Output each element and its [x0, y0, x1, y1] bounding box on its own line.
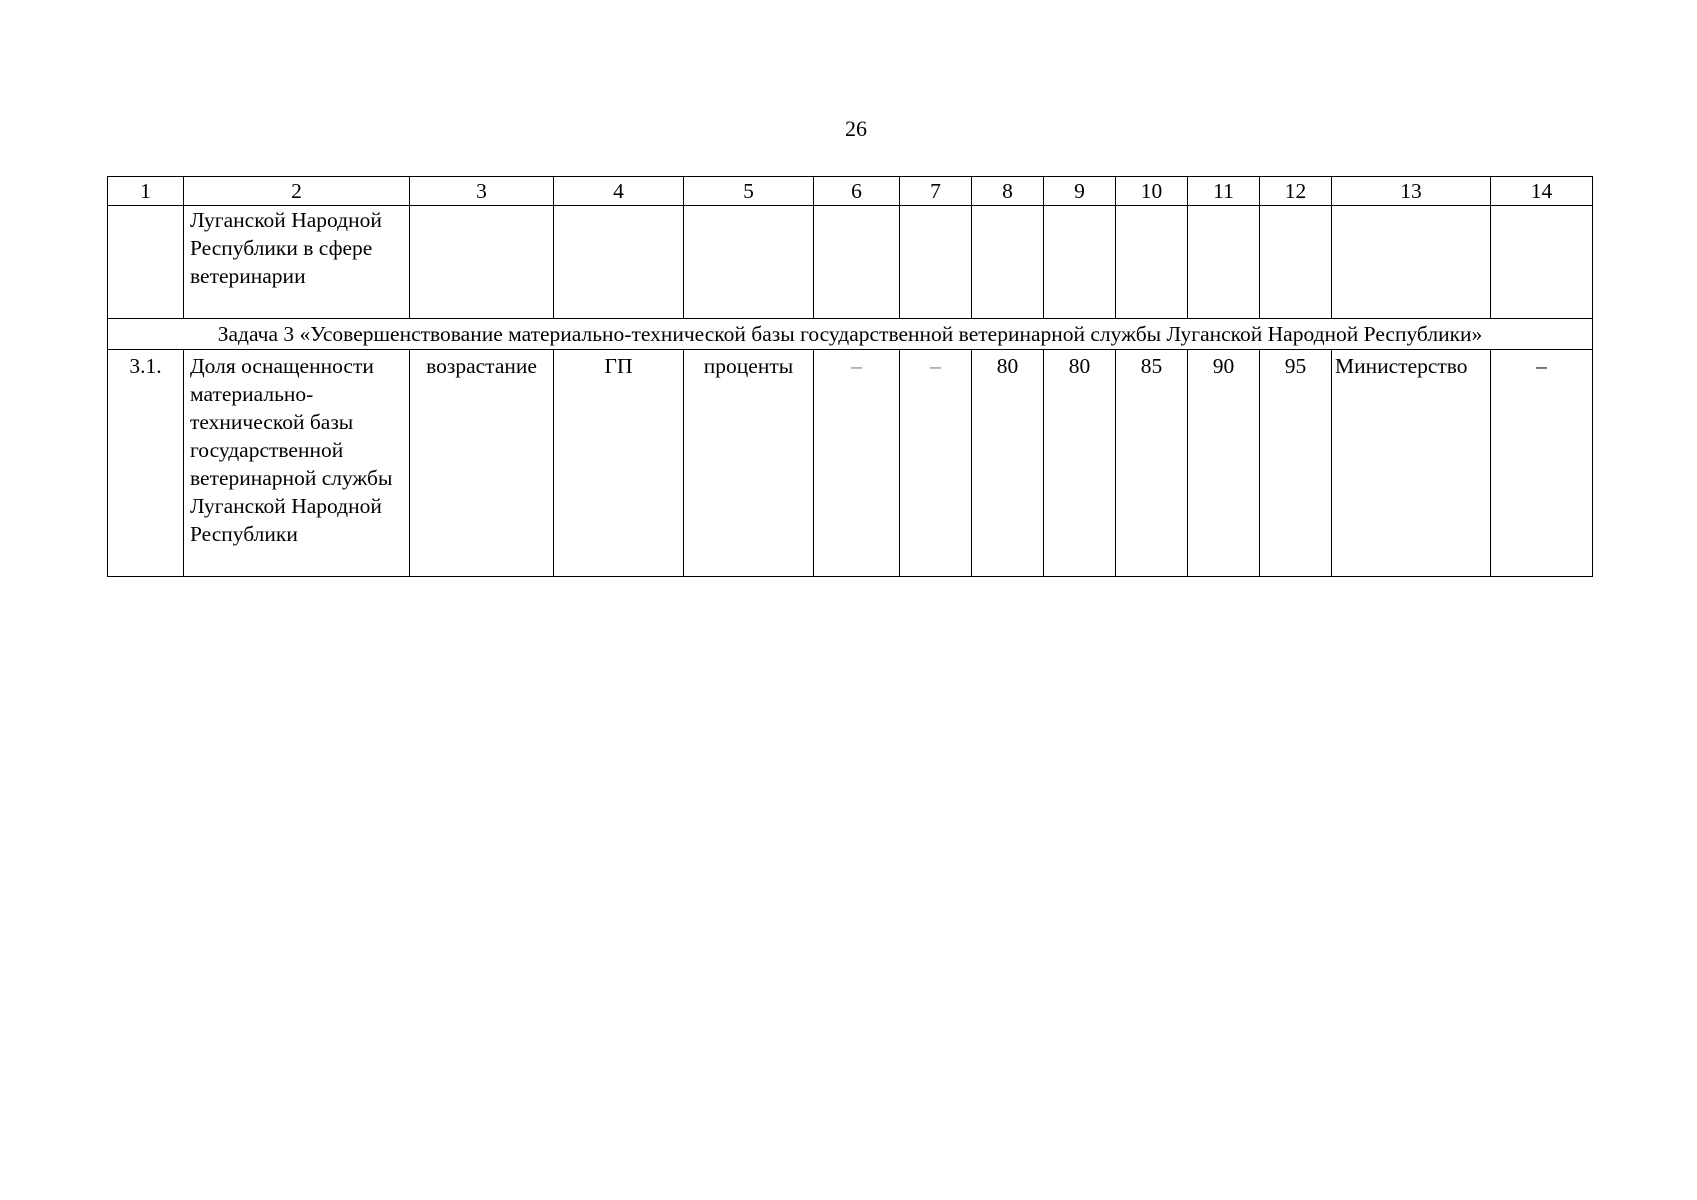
- value-cell: –: [814, 350, 900, 577]
- table-cell: [1044, 206, 1116, 319]
- table-cell: [900, 206, 972, 319]
- header-cell: 6: [814, 177, 900, 206]
- header-row: [108, 177, 1593, 206]
- table-cell: [1188, 206, 1260, 319]
- value-cell: 90: [1188, 350, 1260, 577]
- value-cell: 95: [1260, 350, 1332, 577]
- table-cell: [1116, 206, 1188, 319]
- header-cell: 12: [1260, 177, 1332, 206]
- header-cell: 8: [972, 177, 1044, 206]
- header-cell: 4: [554, 177, 684, 206]
- value-cell: 80: [1044, 350, 1116, 577]
- note-cell: –: [1491, 350, 1593, 577]
- table-cell: [684, 206, 814, 319]
- header-cell: 10: [1116, 177, 1188, 206]
- table-cell: [972, 206, 1044, 319]
- source-cell: ГП: [554, 350, 684, 577]
- responsible-cell: Министерство: [1332, 350, 1491, 577]
- header-cell: 14: [1491, 177, 1593, 206]
- indicator-number: 3.1.: [108, 350, 184, 577]
- value-cell: –: [900, 350, 972, 577]
- value-cell: 85: [1116, 350, 1188, 577]
- header-cell: 5: [684, 177, 814, 206]
- header-cell: 1: [108, 177, 184, 206]
- page-number: 26: [845, 116, 867, 141]
- header-cell: 13: [1332, 177, 1491, 206]
- indicators-table: [107, 176, 1593, 577]
- header-cell: 11: [1188, 177, 1260, 206]
- continuation-row: [108, 206, 1593, 319]
- table-cell: [108, 206, 184, 319]
- header-cell: 9: [1044, 177, 1116, 206]
- unit-cell: проценты: [684, 350, 814, 577]
- header-cell: 3: [410, 177, 554, 206]
- table-row: [108, 350, 1593, 577]
- table-cell: [410, 206, 554, 319]
- task-row: [108, 319, 1593, 350]
- indicator-name: Доля оснащенности материально-технической базы государственной ветеринарной службы Луганской Народной Республики: [184, 350, 410, 577]
- task-title: Задача 3 «Усовершенствование материально-технической базы государственной ветеринарной службы Луганской Народной Республики»: [108, 319, 1593, 350]
- indicator-name-continued: Луганской Народной Республики в сфере ветеринарии: [184, 206, 410, 319]
- header-cell: 2: [184, 177, 410, 206]
- table-cell: [1260, 206, 1332, 319]
- value-cell: 80: [972, 350, 1044, 577]
- table-cell: [814, 206, 900, 319]
- table-cell: [1332, 206, 1491, 319]
- table-cell: [554, 206, 684, 319]
- table-cell: [1491, 206, 1593, 319]
- header-cell: 7: [900, 177, 972, 206]
- trend-cell: возрастание: [410, 350, 554, 577]
